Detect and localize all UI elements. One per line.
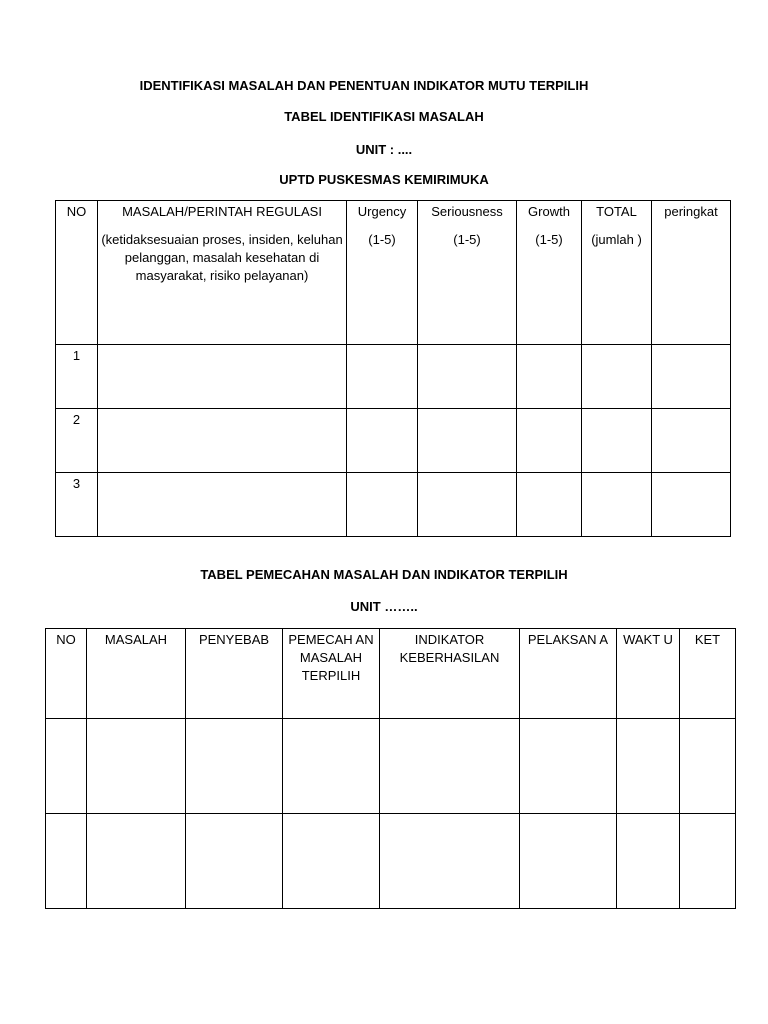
table-row bbox=[46, 814, 736, 909]
col-header-no: NO bbox=[46, 629, 87, 719]
table-cell bbox=[186, 814, 283, 909]
col-header-total-note: (jumlah ) bbox=[591, 232, 642, 247]
col-header-pemecahan: PEMECAH AN MASALAH TERPILIH bbox=[283, 629, 380, 719]
col-header-peringkat: peringkat bbox=[652, 201, 731, 345]
table-cell bbox=[87, 814, 186, 909]
table-cell bbox=[418, 345, 517, 409]
col-header-penyebab: PENYEBAB bbox=[186, 629, 283, 719]
table-cell bbox=[380, 719, 520, 814]
table-cell bbox=[680, 719, 736, 814]
table-cell bbox=[98, 345, 347, 409]
problem-solving-table bbox=[45, 628, 736, 909]
table1-header-row bbox=[56, 201, 731, 345]
table-row bbox=[56, 409, 731, 473]
table-cell bbox=[46, 814, 87, 909]
col-header-urgency bbox=[347, 201, 418, 345]
col-header-indikator: INDIKATOR KEBERHASILAN bbox=[380, 629, 520, 719]
table-cell bbox=[87, 719, 186, 814]
table-cell bbox=[582, 473, 652, 537]
col-header-seriousness-scale: (1-5) bbox=[453, 232, 481, 247]
table-cell bbox=[46, 719, 87, 814]
table-cell bbox=[347, 345, 418, 409]
table-cell bbox=[680, 814, 736, 909]
table-cell bbox=[347, 409, 418, 473]
table-cell bbox=[380, 814, 520, 909]
table-cell bbox=[652, 345, 731, 409]
table1-title: TABEL IDENTIFIKASI MASALAH bbox=[284, 109, 484, 124]
col-header-urgency-scale: (1-5) bbox=[368, 232, 396, 247]
table-cell bbox=[186, 719, 283, 814]
col-header-seriousness bbox=[418, 201, 517, 345]
table-cell bbox=[98, 473, 347, 537]
col-header-seriousness-label: Seriousness bbox=[431, 204, 503, 219]
table2-header-row bbox=[46, 629, 736, 719]
col-header-total bbox=[582, 201, 652, 345]
table-cell bbox=[517, 409, 582, 473]
row-number: 2 bbox=[56, 409, 98, 473]
col-header-masalah bbox=[98, 201, 347, 345]
document-title: IDENTIFIKASI MASALAH DAN PENENTUAN INDIKATOR MUTU TERPILIH bbox=[139, 78, 589, 93]
col-header-masalah: MASALAH bbox=[87, 629, 186, 719]
table-cell bbox=[520, 719, 617, 814]
problem-identification-table bbox=[55, 200, 731, 537]
col-header-masalah-label: MASALAH/PERINTAH REGULASI bbox=[122, 204, 322, 219]
table-cell bbox=[283, 719, 380, 814]
table-cell bbox=[347, 473, 418, 537]
table-row bbox=[56, 345, 731, 409]
col-header-urgency-label: Urgency bbox=[357, 204, 407, 219]
table-cell bbox=[98, 409, 347, 473]
table-cell bbox=[517, 473, 582, 537]
table-cell bbox=[617, 719, 680, 814]
col-header-growth-label: Growth bbox=[528, 204, 570, 219]
table-cell bbox=[418, 473, 517, 537]
col-header-growth bbox=[517, 201, 582, 345]
table-cell bbox=[582, 345, 652, 409]
table-row bbox=[56, 473, 731, 537]
row-number: 1 bbox=[56, 345, 98, 409]
table-cell bbox=[652, 473, 731, 537]
table1-unit: UNIT : .... bbox=[355, 142, 413, 157]
table-row bbox=[46, 719, 736, 814]
table2-title: TABEL PEMECAHAN MASALAH DAN INDIKATOR TERPILIH bbox=[200, 567, 568, 582]
col-header-growth-scale: (1-5) bbox=[535, 232, 563, 247]
col-header-total-label: TOTAL bbox=[596, 204, 637, 219]
col-header-waktu: WAKT U bbox=[617, 629, 680, 719]
table-cell bbox=[418, 409, 517, 473]
col-header-ket: KET bbox=[680, 629, 736, 719]
table-cell bbox=[617, 814, 680, 909]
table-cell bbox=[283, 814, 380, 909]
table2-unit: UNIT …….. bbox=[350, 599, 418, 614]
table1-organization: UPTD PUSKESMAS KEMIRIMUKA bbox=[279, 172, 489, 187]
col-header-no: NO bbox=[56, 201, 98, 345]
table-cell bbox=[520, 814, 617, 909]
table-cell bbox=[652, 409, 731, 473]
row-number: 3 bbox=[56, 473, 98, 537]
table-cell bbox=[582, 409, 652, 473]
table-cell bbox=[517, 345, 582, 409]
col-header-masalah-note: (ketidaksesuaian proses, insiden, keluhan pelanggan, masalah kesehatan di masyarakat, risiko pelayanan) bbox=[101, 232, 343, 283]
col-header-pelaksana: PELAKSAN A bbox=[520, 629, 617, 719]
